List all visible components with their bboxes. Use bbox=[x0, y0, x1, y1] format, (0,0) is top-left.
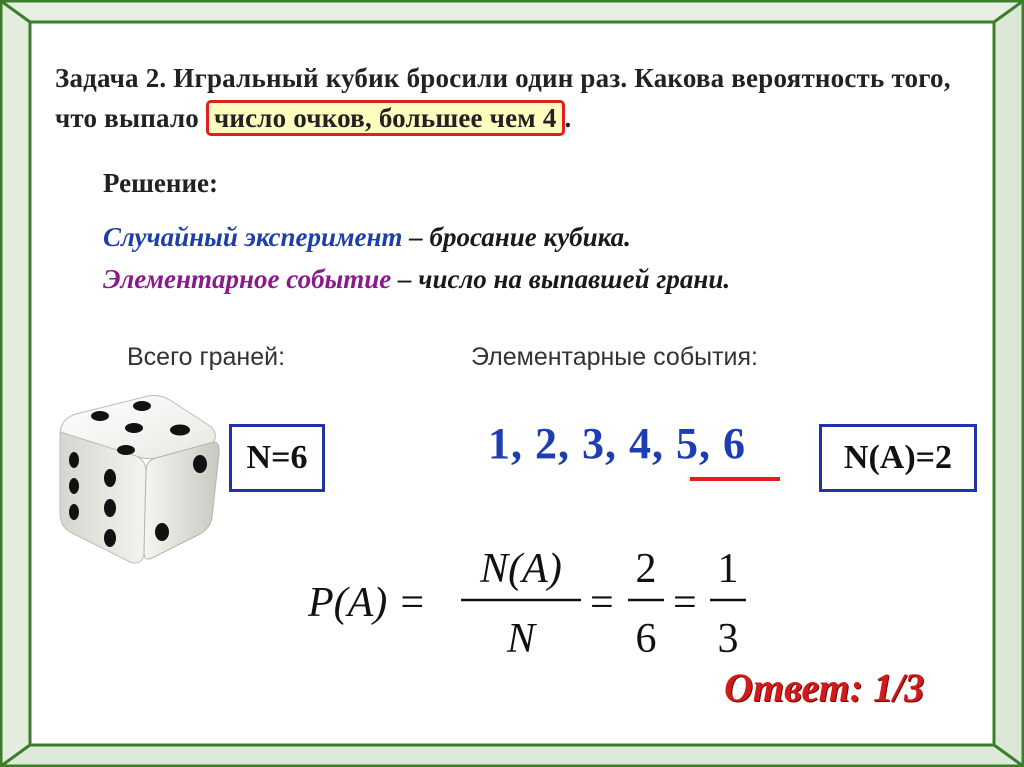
formula-lhs: P(A) = bbox=[308, 580, 427, 626]
highlighted-condition: число очков, большее чем 4 bbox=[206, 100, 565, 136]
fraction-3-denominator: 3 bbox=[717, 616, 739, 662]
equals-sign-1: = bbox=[590, 580, 614, 626]
answer-text: Ответ: 1/3 bbox=[724, 665, 925, 710]
fraction-2-numerator: 2 bbox=[635, 546, 657, 592]
equals-sign-2: = bbox=[673, 580, 697, 626]
fraction-1-numerator: N(A) bbox=[480, 546, 562, 592]
fraction-1-denominator: N bbox=[506, 616, 536, 662]
event-line: Элементарное событие – число на выпавшей грани. bbox=[103, 264, 731, 294]
solution-heading: Решение: bbox=[103, 168, 218, 198]
favorable-underline bbox=[690, 477, 780, 481]
fraction-2-denominator: 6 bbox=[635, 616, 657, 662]
probability-formula bbox=[308, 540, 758, 670]
event-term: Элементарное событие bbox=[103, 264, 392, 294]
total-outcomes-box: N=6 bbox=[229, 424, 325, 492]
experiment-line: Случайный эксперимент – бросание кубика. bbox=[103, 222, 631, 252]
elementary-events-list: 1, 2, 3, 4, 5, 6 bbox=[488, 419, 746, 468]
fraction-3-numerator: 1 bbox=[717, 546, 739, 592]
experiment-term: Случайный эксперимент bbox=[103, 222, 403, 252]
faces-label: Всего граней: bbox=[127, 343, 286, 371]
favorable-outcomes-box: N(A)=2 bbox=[819, 424, 977, 492]
problem-text: Задача 2. Игральный кубик бросили один раз. Какова вероятность того, что выпало число очков, большее чем 4 . bbox=[55, 58, 985, 138]
dice-image bbox=[52, 392, 222, 567]
events-label: Элементарные события: bbox=[471, 343, 758, 371]
